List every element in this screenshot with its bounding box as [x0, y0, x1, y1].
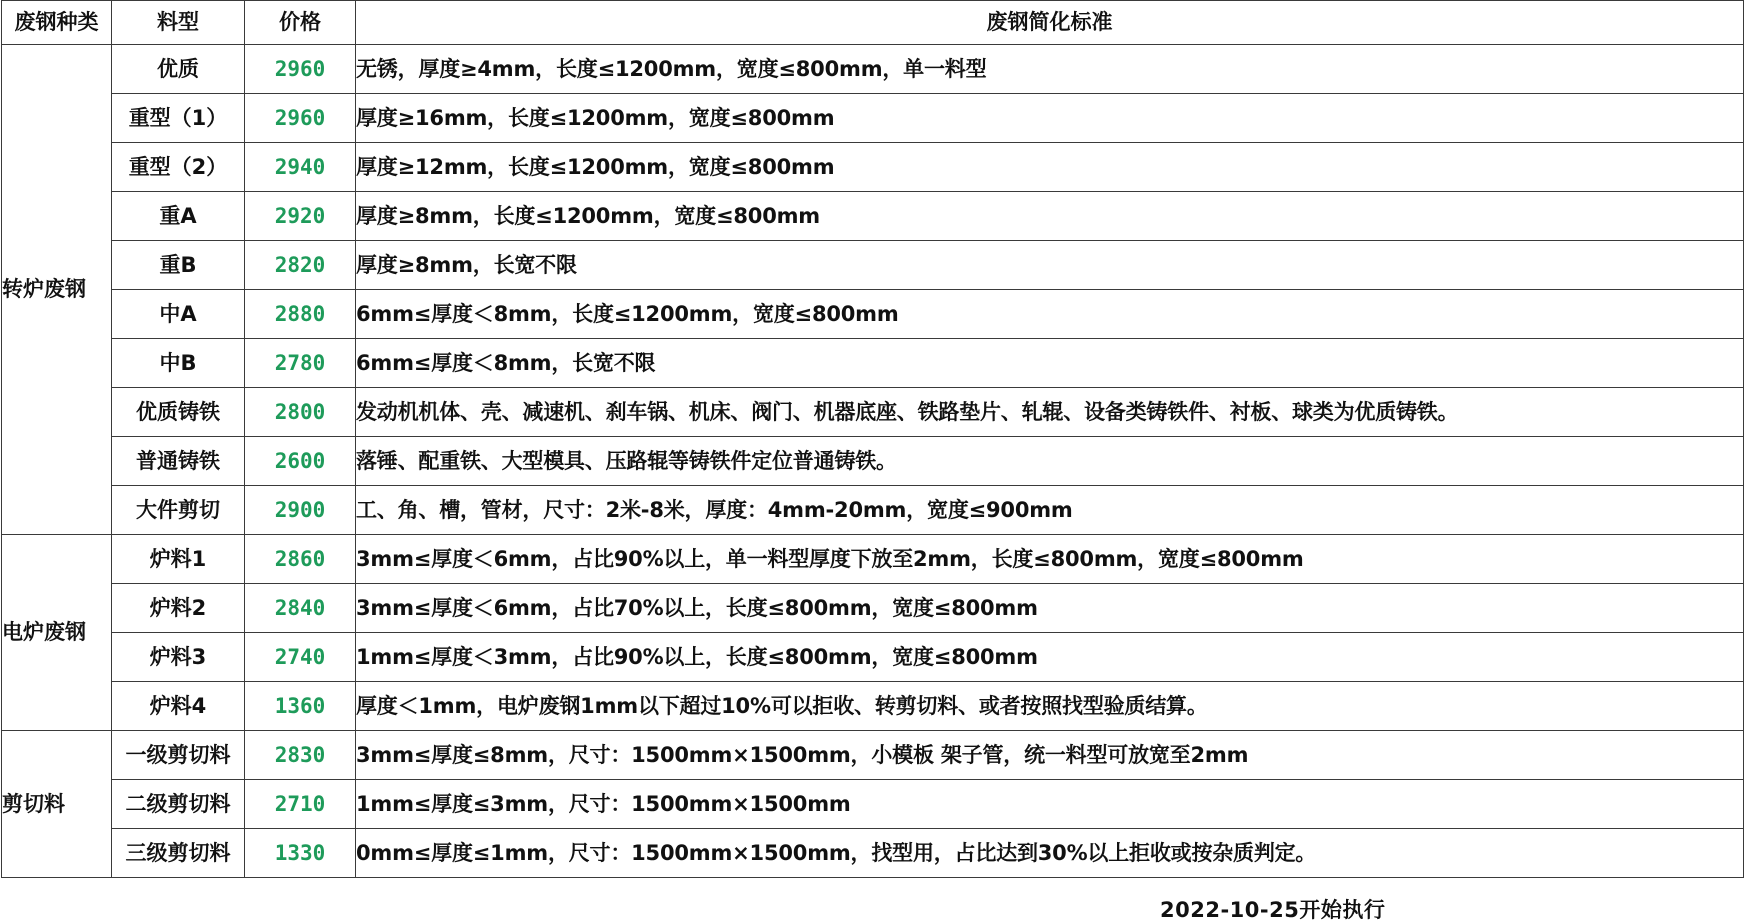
category-cell: 剪切料 — [2, 731, 112, 878]
material-type-cell: 重A — [112, 192, 245, 241]
price-cell: 2940 — [245, 143, 356, 192]
price-cell: 2860 — [245, 535, 356, 584]
table-row — [2, 94, 1744, 143]
price-cell: 1330 — [245, 829, 356, 878]
standard-cell: 6mm≤厚度＜8mm，长度≤1200mm，宽度≤800mm — [356, 290, 1744, 339]
table-row — [2, 241, 1744, 290]
price-cell: 2920 — [245, 192, 356, 241]
header-standard: 废钢简化标准 — [356, 1, 1744, 45]
standard-cell: 厚度≥16mm，长度≤1200mm，宽度≤800mm — [356, 94, 1744, 143]
material-type-cell: 二级剪切料 — [112, 780, 245, 829]
table-row — [2, 682, 1744, 731]
standard-cell: 3mm≤厚度＜6mm，占比70%以上，长度≤800mm，宽度≤800mm — [356, 584, 1744, 633]
price-cell: 2830 — [245, 731, 356, 780]
table-row — [2, 829, 1744, 878]
price-cell: 2600 — [245, 437, 356, 486]
effective-date: 2022-10-25开始执行 — [1160, 898, 1386, 922]
standard-cell: 工、角、槽，管材，尺寸：2米-8米，厚度：4mm-20mm，宽度≤900mm — [356, 486, 1744, 535]
standard-cell: 厚度≥12mm，长度≤1200mm，宽度≤800mm — [356, 143, 1744, 192]
table-row — [2, 486, 1744, 535]
price-cell: 2900 — [245, 486, 356, 535]
standard-cell: 发动机机体、壳、减速机、刹车锅、机床、阀门、机器底座、铁路垫片、轧辊、设备类铸铁件、衬板、球类为优质铸铁。 — [356, 388, 1744, 437]
standard-cell: 6mm≤厚度＜8mm，长宽不限 — [356, 339, 1744, 388]
table-row — [2, 143, 1744, 192]
table-body — [2, 45, 1744, 878]
table-row — [2, 584, 1744, 633]
table-row — [2, 780, 1744, 829]
category-cell: 转炉废钢 — [2, 45, 112, 535]
table-row — [2, 45, 1744, 94]
standard-cell: 无锈，厚度≥4mm，长度≤1200mm，宽度≤800mm，单一料型 — [356, 45, 1744, 94]
price-cell: 2800 — [245, 388, 356, 437]
material-type-cell: 优质铸铁 — [112, 388, 245, 437]
price-cell: 2710 — [245, 780, 356, 829]
price-cell: 2740 — [245, 633, 356, 682]
footer — [0, 881, 1744, 923]
material-type-cell: 普通铸铁 — [112, 437, 245, 486]
table-row — [2, 388, 1744, 437]
material-type-cell: 三级剪切料 — [112, 829, 245, 878]
category-cell: 电炉废钢 — [2, 535, 112, 731]
material-type-cell: 一级剪切料 — [112, 731, 245, 780]
material-type-cell: 中B — [112, 339, 245, 388]
table-header — [2, 1, 1744, 45]
scrap-steel-price-table — [1, 0, 1744, 878]
material-type-cell: 优质 — [112, 45, 245, 94]
standard-cell: 厚度≥8mm，长度≤1200mm，宽度≤800mm — [356, 192, 1744, 241]
price-cell: 2960 — [245, 94, 356, 143]
standard-cell: 厚度＜1mm，电炉废钢1mm以下超过10%可以拒收、转剪切料、或者按照找型验质结算。 — [356, 682, 1744, 731]
material-type-cell: 中A — [112, 290, 245, 339]
material-type-cell: 炉料3 — [112, 633, 245, 682]
table-row — [2, 339, 1744, 388]
material-type-cell: 炉料4 — [112, 682, 245, 731]
header-type: 料型 — [112, 1, 245, 45]
standard-cell: 3mm≤厚度＜6mm，占比90%以上，单一料型厚度下放至2mm，长度≤800mm，宽度≤800mm — [356, 535, 1744, 584]
table-row — [2, 535, 1744, 584]
price-cell: 1360 — [245, 682, 356, 731]
price-cell: 2820 — [245, 241, 356, 290]
price-cell: 2840 — [245, 584, 356, 633]
standard-cell: 1mm≤厚度＜3mm，占比90%以上，长度≤800mm，宽度≤800mm — [356, 633, 1744, 682]
table-row — [2, 437, 1744, 486]
header-category: 废钢种类 — [2, 1, 112, 45]
standard-cell: 1mm≤厚度≤3mm，尺寸：1500mm×1500mm — [356, 780, 1744, 829]
material-type-cell: 大件剪切 — [112, 486, 245, 535]
standard-cell: 3mm≤厚度≤8mm，尺寸：1500mm×1500mm，小模板 架子管，统一料型可放宽至2mm — [356, 731, 1744, 780]
price-cell: 2780 — [245, 339, 356, 388]
table-row — [2, 192, 1744, 241]
material-type-cell: 炉料1 — [112, 535, 245, 584]
standard-cell: 落锤、配重铁、大型模具、压路辊等铸铁件定位普通铸铁。 — [356, 437, 1744, 486]
table-row — [2, 633, 1744, 682]
price-cell: 2880 — [245, 290, 356, 339]
price-cell: 2960 — [245, 45, 356, 94]
material-type-cell: 重型（2） — [112, 143, 245, 192]
material-type-cell: 炉料2 — [112, 584, 245, 633]
standard-cell: 厚度≥8mm，长宽不限 — [356, 241, 1744, 290]
material-type-cell: 重B — [112, 241, 245, 290]
header-price: 价格 — [245, 1, 356, 45]
standard-cell: 0mm≤厚度≤1mm，尺寸：1500mm×1500mm，找型用，占比达到30%以上拒收或按杂质判定。 — [356, 829, 1744, 878]
header-row — [2, 1, 1744, 45]
material-type-cell: 重型（1） — [112, 94, 245, 143]
table-row — [2, 731, 1744, 780]
table-row — [2, 290, 1744, 339]
